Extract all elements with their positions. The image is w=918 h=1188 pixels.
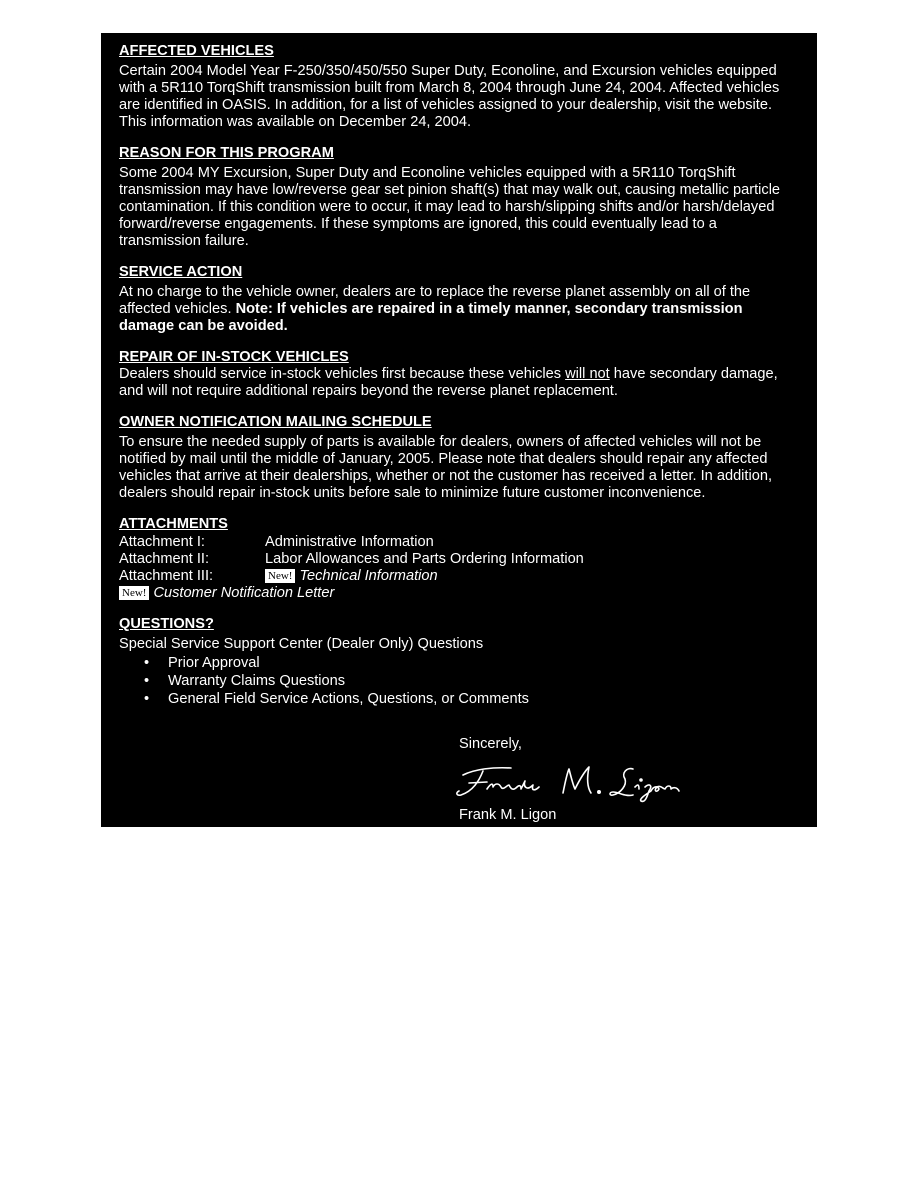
attachment-value: Technical Information	[299, 568, 438, 584]
repair-in-stock-section	[119, 349, 799, 400]
section-heading: REASON FOR THIS PROGRAM	[119, 145, 334, 161]
list-item-text: General Field Service Actions, Questions, or Comments	[168, 691, 529, 707]
section-heading: QUESTIONS?	[119, 616, 214, 632]
new-badge: New!	[119, 586, 149, 600]
salutation: Sincerely,	[459, 736, 522, 752]
attachment-row	[119, 585, 799, 602]
attachment-label: Attachment II:	[119, 551, 210, 567]
attachment-value: Administrative Information	[265, 534, 434, 550]
repair-text-underlined: will not	[565, 366, 610, 382]
attachment-extra-wrap	[119, 585, 334, 602]
section-heading: OWNER NOTIFICATION MAILING SCHEDULE	[119, 414, 432, 430]
signature-image	[453, 759, 693, 805]
questions-intro: Special Service Support Center (Dealer Only) Questions	[119, 636, 484, 652]
service-action-text: At no charge to the vehicle owner, dealers are to replace the reverse planet assembly on all of the affected vehicles.	[119, 284, 751, 317]
attachment-label: Attachment III:	[119, 568, 214, 584]
attachment-row	[119, 534, 799, 551]
section-text: To ensure the needed supply of parts is available for dealers, owners of affected vehicles will not be notified by mail until the middle of January, 2005. Please note that dealers should repair any affected vehicles that arrive at their dealerships, whether or not the customer has received a letter. In addition, dealers should repair in-stock units before sale to minimize future customer inconvenience.	[119, 434, 773, 501]
section-heading: REPAIR OF IN-STOCK VEHICLES	[119, 349, 349, 365]
new-badge: New!	[265, 569, 295, 583]
attachment-label: Attachment I:	[119, 534, 205, 550]
repair-text-before: Dealers should service in-stock vehicles first because these vehicles	[119, 366, 566, 382]
section-heading: ATTACHMENTS	[119, 516, 228, 532]
affected-vehicles-section	[119, 43, 799, 131]
section-text: Certain 2004 Model Year F-250/350/450/550 Super Duty, Econoline, and Excursion vehicles equipped with a 5R110 TorqShift transmission built from March 8, 2004 through June 24, 2004. Affected vehicles are identified in OASIS. In addition, for a list of vehicles assigned to your dealership, visit the website. This information was available on December 24, 2004.	[119, 63, 780, 130]
list-item-text: Warranty Claims Questions	[168, 673, 346, 689]
list-item	[144, 654, 799, 672]
closing-block	[459, 736, 779, 824]
attachment-value: Labor Allowances and Parts Ordering Information	[265, 551, 584, 567]
section-heading: SERVICE ACTION	[119, 264, 243, 280]
bullet-icon: •	[144, 655, 150, 671]
questions-list	[119, 654, 799, 708]
attachment-extra: Customer Notification Letter	[153, 585, 335, 601]
section-text: Some 2004 MY Excursion, Super Duty and Econoline vehicles equipped with a 5R110 TorqShift transmission may have low/reverse gear set pinion shaft(s) that may walk out, causing metallic particle contamination. If this condition were to occur, it may lead to harsh/slipping shifts and/or harsh/delayed forward/reverse engagements. If these symptoms are ignored, this could eventually lead to a transmission failure.	[119, 165, 781, 249]
bulletin-panel	[101, 33, 817, 827]
bullet-icon: •	[144, 673, 150, 689]
list-item-text: Prior Approval	[168, 655, 260, 671]
list-item	[144, 690, 799, 708]
attachment-row	[119, 568, 799, 585]
attachment-value-wrap	[265, 568, 438, 585]
service-action-note: Note: If vehicles are repaired in a timely manner, secondary transmission damage can be avoided.	[119, 301, 743, 334]
attachment-row	[119, 551, 799, 568]
reason-section	[119, 145, 799, 250]
signer-name: Frank M. Ligon	[459, 807, 557, 823]
section-heading: AFFECTED VEHICLES	[119, 43, 274, 59]
attachments-section	[119, 516, 799, 602]
owner-notification-section	[119, 414, 799, 502]
questions-section	[119, 616, 799, 708]
repair-text-after: have secondary damage, and will not require additional repairs beyond the reverse planet replacement.	[119, 366, 778, 399]
service-action-section	[119, 264, 799, 335]
bullet-icon: •	[144, 691, 150, 707]
section-text	[119, 366, 799, 400]
list-item	[144, 672, 799, 690]
section-text	[119, 284, 799, 335]
